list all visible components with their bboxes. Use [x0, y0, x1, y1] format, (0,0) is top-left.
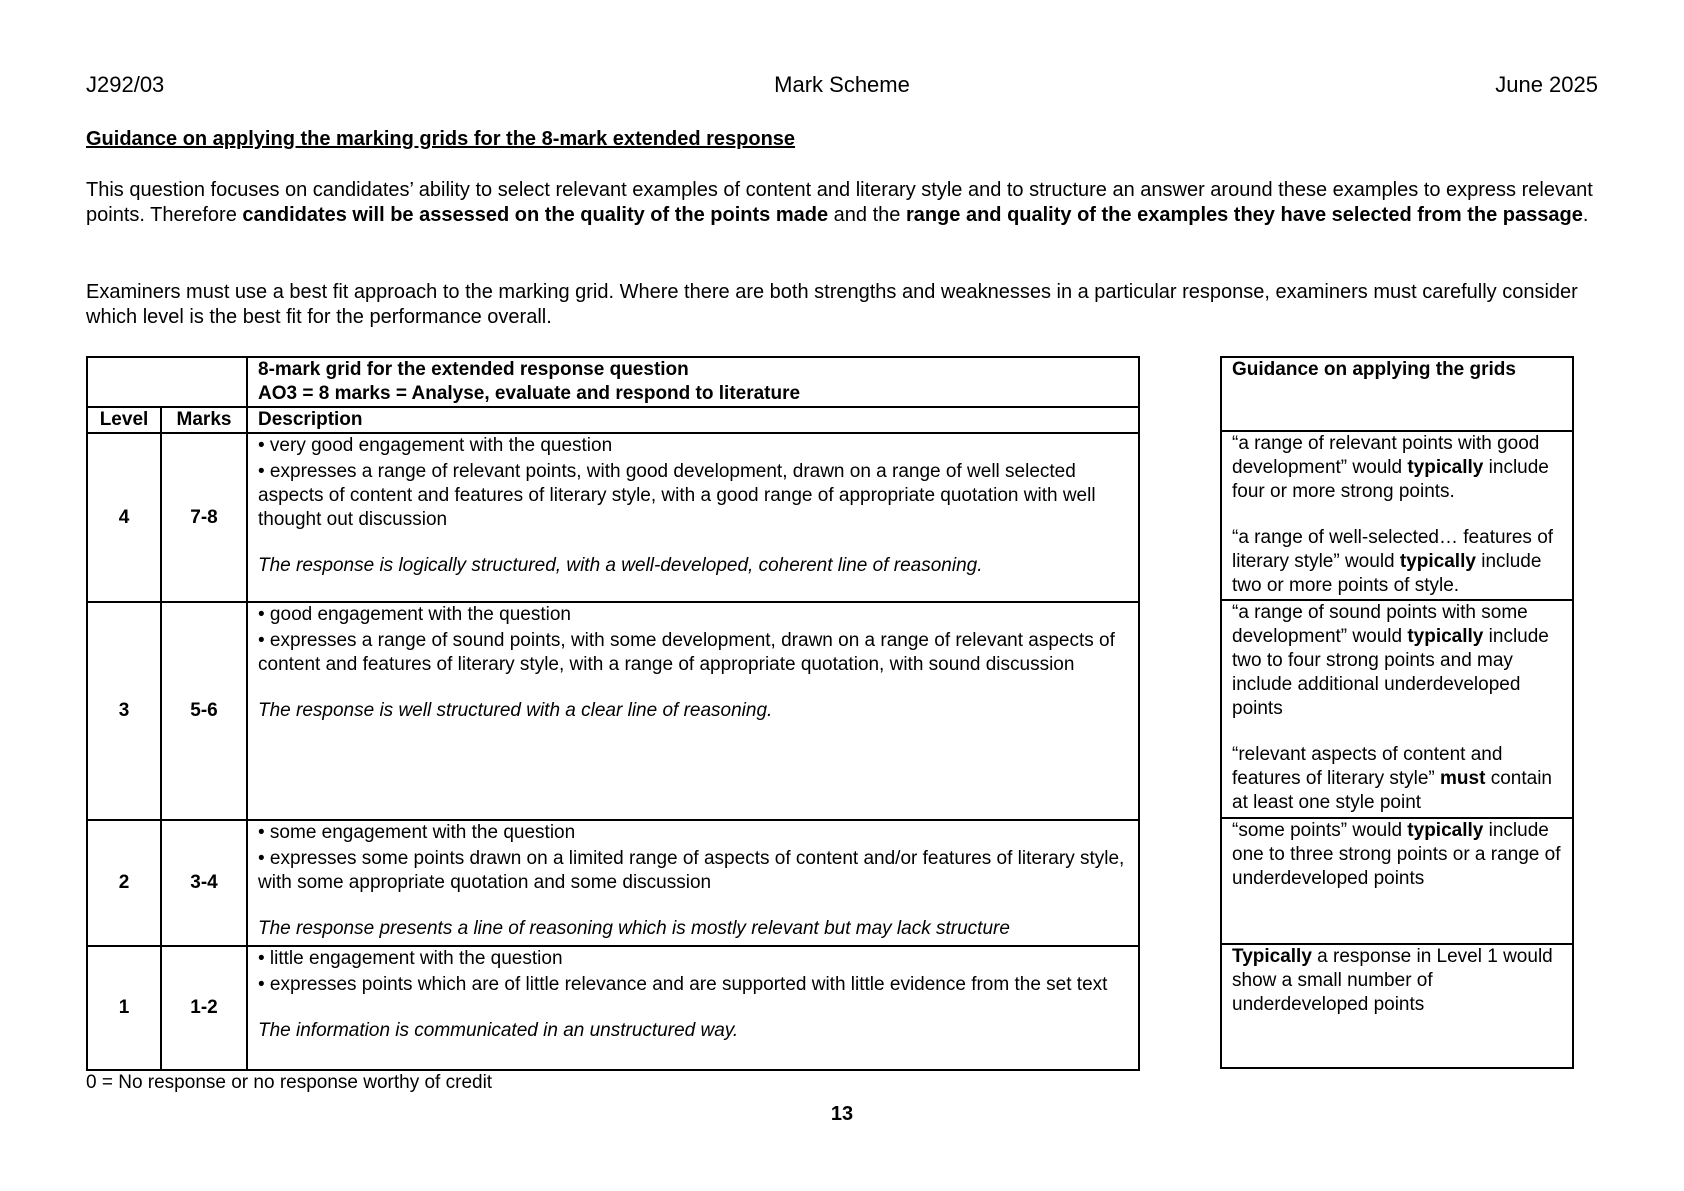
col-description-header: Description: [247, 407, 1139, 433]
document-date: June 2025: [1495, 72, 1598, 97]
page-number: 13: [830, 1103, 854, 1125]
level-cell: 2: [87, 820, 161, 946]
grid-title: 8-mark grid for the extended response question AO3 = 8 marks = Analyse, evaluate and respond to literature: [247, 357, 1139, 407]
marks-cell: 1-2: [161, 946, 247, 1070]
guidance-title: Guidance on applying the grids: [1221, 357, 1573, 431]
marks-cell: 5-6: [161, 602, 247, 820]
document-title: Mark Scheme: [774, 72, 910, 97]
marks-cell: 7-8: [161, 433, 247, 602]
section-title: Guidance on applying the marking grids for the 8-mark extended response: [86, 128, 796, 150]
marks-cell: 3-4: [161, 820, 247, 946]
table-row: [87, 433, 1139, 602]
grid-header-row: [87, 407, 1139, 433]
table-row: [87, 602, 1139, 820]
description-cell: • little engagement with the question • expresses points which are of little relevance and are supported with little evidence from the set text The information is communicated in an unstructured way.: [247, 946, 1139, 1070]
description-cell: • some engagement with the question • expresses some points drawn on a limited range of aspects of content and/or features of literary style, with some appropriate quotation and some discussion The response presents a line of reasoning which is mostly relevant but may lack structure: [247, 820, 1139, 946]
guidance-table: [1220, 356, 1574, 1069]
level-cell: 3: [87, 602, 161, 820]
col-marks-header: Marks: [161, 407, 247, 433]
table-row: [87, 820, 1139, 946]
marking-grid-table: [86, 356, 1140, 1071]
description-cell: • very good engagement with the question • expresses a range of relevant points, with good development, drawn on a range of well selected aspects of content and features of literary style, with a good range of appropriate quotation with well thought out discussion The response is logically structured, with a well-developed, coherent line of reasoning.: [247, 433, 1139, 602]
guidance-level-2: “some points” would typically include one to three strong points or a range of underdeveloped points: [1221, 818, 1573, 944]
footnote: 0 = No response or no response worthy of credit: [86, 1072, 493, 1093]
document-code: J292/03: [86, 72, 165, 97]
table-row: [87, 946, 1139, 1070]
description-cell: • good engagement with the question • expresses a range of sound points, with some development, drawn on a range of relevant aspects of content and features of literary style, with a range of appropriate quotation, with sound discussion The response is well structured with a clear line of reasoning.: [247, 602, 1139, 820]
col-level-header: Level: [87, 407, 161, 433]
level-cell: 4: [87, 433, 161, 602]
intro-paragraph-2: Examiners must use a best fit approach to the marking grid. Where there are both strengths and weaknesses in a particular response, examiners must carefully consider which level is the best fit for the performance overall.: [86, 281, 1578, 328]
guidance-level-4: “a range of relevant points with good development” would typically include four or more strong points. “a range of well-selected… features of literary style” would typically include two or more points of style.: [1221, 431, 1573, 600]
guidance-level-1: Typically a response in Level 1 would show a small number of underdeveloped points: [1221, 944, 1573, 1068]
guidance-level-3: “a range of sound points with some development” would typically include two to four strong points and may include additional underdeveloped points “relevant aspects of content and features of literary style” must contain at least one style point: [1221, 600, 1573, 818]
level-cell: 1: [87, 946, 161, 1070]
intro-paragraph-1: This question focuses on candidates’ ability to select relevant examples of content and literary style and to structure an answer around these examples to express relevant points. Therefore candidates will be assessed on the quality of the points made and the range and quality of the examples they have selected from the passage.: [86, 179, 1593, 226]
grid-title-row: [87, 357, 1139, 407]
